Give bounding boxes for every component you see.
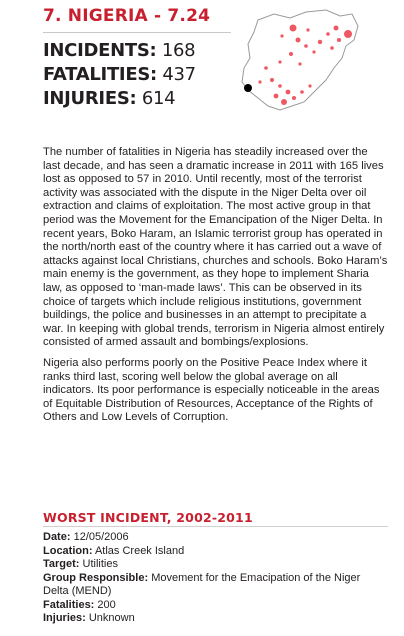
incident-marker: [290, 25, 297, 32]
incident-marker: [330, 46, 334, 50]
incident-marker: [264, 66, 268, 70]
body-paragraph: The number of fatalities in Nigeria has steadily increased over the last decade, and has seen a dramatic increase in 2011 with 165 lives lost as opposed to 57 in 2010. Until recently, most of the terrorist activity was associated with the dispute in the Niger Delta over oil extraction and claims of exploitation. The most active group in that period was the Movement for the Emancipation of the Niger Delta. In recent years, Boko Haram, an Islamic terrorist group has operated in the north/north east of the country where it has carried out a wave of attacks against local Christians, churches and schools. Boko Haram’s main enemy is the government, as they hope to implement Sharia law, as opposed to ‘man-made laws’. This can be observed in its choice of targets which include religious institutions, government buildings, the police and businesses in an attempt to precipitate a war. In keeping with global trends, terrorism in Nigeria almost entirely consisted of armed assault and bombings/explosions.: [43, 146, 388, 349]
detail-value: 200: [97, 598, 116, 611]
incident-marker: [304, 44, 308, 48]
incident-marker: [344, 30, 352, 38]
worst-incident-heading: WORST INCIDENT, 2002-2011: [43, 510, 253, 525]
incident-marker: [278, 84, 282, 88]
detail-value: Atlas Creek Island: [94, 544, 185, 557]
detail-value: Unknown: [88, 612, 135, 624]
detail-value: Utilities: [82, 558, 118, 570]
detail-target: [43, 558, 388, 572]
country-outline: [242, 10, 358, 110]
detail-label: Injuries:: [43, 612, 86, 624]
detail-label: Target:: [43, 558, 80, 570]
stat-label: FATALITIES:: [43, 64, 157, 85]
incident-marker: [312, 50, 315, 53]
nigeria-map: [236, 6, 362, 116]
body-text: [43, 146, 388, 432]
detail-label: Fatalities:: [43, 598, 95, 611]
detail-label: Group Responsible:: [43, 571, 149, 584]
detail-injuries: [43, 612, 388, 626]
capital-marker: [244, 84, 252, 92]
incident-marker: [278, 60, 281, 63]
stat-incidents: [43, 39, 196, 63]
incident-marker: [306, 28, 309, 31]
incident-marker: [296, 38, 301, 43]
detail-fatalities: [43, 599, 388, 613]
incident-marker: [286, 90, 291, 95]
worst-incident-divider: [43, 526, 388, 527]
incident-marker: [334, 26, 339, 31]
detail-group: [43, 572, 388, 599]
stat-label: INJURIES:: [43, 88, 137, 109]
incident-marker: [274, 94, 279, 99]
detail-label: Location:: [43, 544, 93, 557]
page-title: 7. NIGERIA - 7.24: [43, 6, 211, 26]
body-paragraph: Nigeria also performs poorly on the Positive Peace Index where it ranks third last, scoring well below the global average on all indicators. Its poor performance is especially noticeable in the areas of Equitable Distribution of Resources, Acceptance of the Rights of Others and Low Levels of Corruption.: [43, 356, 380, 424]
detail-location: [43, 545, 388, 559]
stat-fatalities: [43, 63, 196, 87]
worst-incident-details: [43, 531, 388, 626]
incident-marker: [308, 84, 311, 87]
detail-date: [43, 531, 388, 545]
detail-value: 12/05/2006: [73, 531, 129, 543]
stat-value: 614: [141, 88, 176, 109]
incident-marker: [280, 34, 283, 37]
detail-value: Movement for the Emacipation of the Niger Delta (MEND): [43, 571, 361, 597]
incident-marker: [258, 80, 261, 83]
stats-block: [43, 39, 196, 111]
incident-marker: [281, 99, 287, 105]
stat-value: 168: [161, 40, 196, 61]
incident-marker: [337, 38, 341, 42]
title-divider: [43, 32, 231, 33]
stat-label: INCIDENTS:: [43, 40, 157, 61]
stat-injuries: [43, 87, 176, 111]
incident-marker: [300, 90, 304, 94]
stat-value: 437: [162, 64, 196, 85]
incident-marker: [298, 62, 301, 65]
incident-marker: [289, 52, 293, 56]
detail-label: Date:: [43, 531, 71, 543]
incident-marker: [292, 96, 296, 100]
incident-marker: [318, 40, 322, 44]
incident-marker: [326, 32, 330, 36]
incident-marker: [270, 78, 274, 82]
